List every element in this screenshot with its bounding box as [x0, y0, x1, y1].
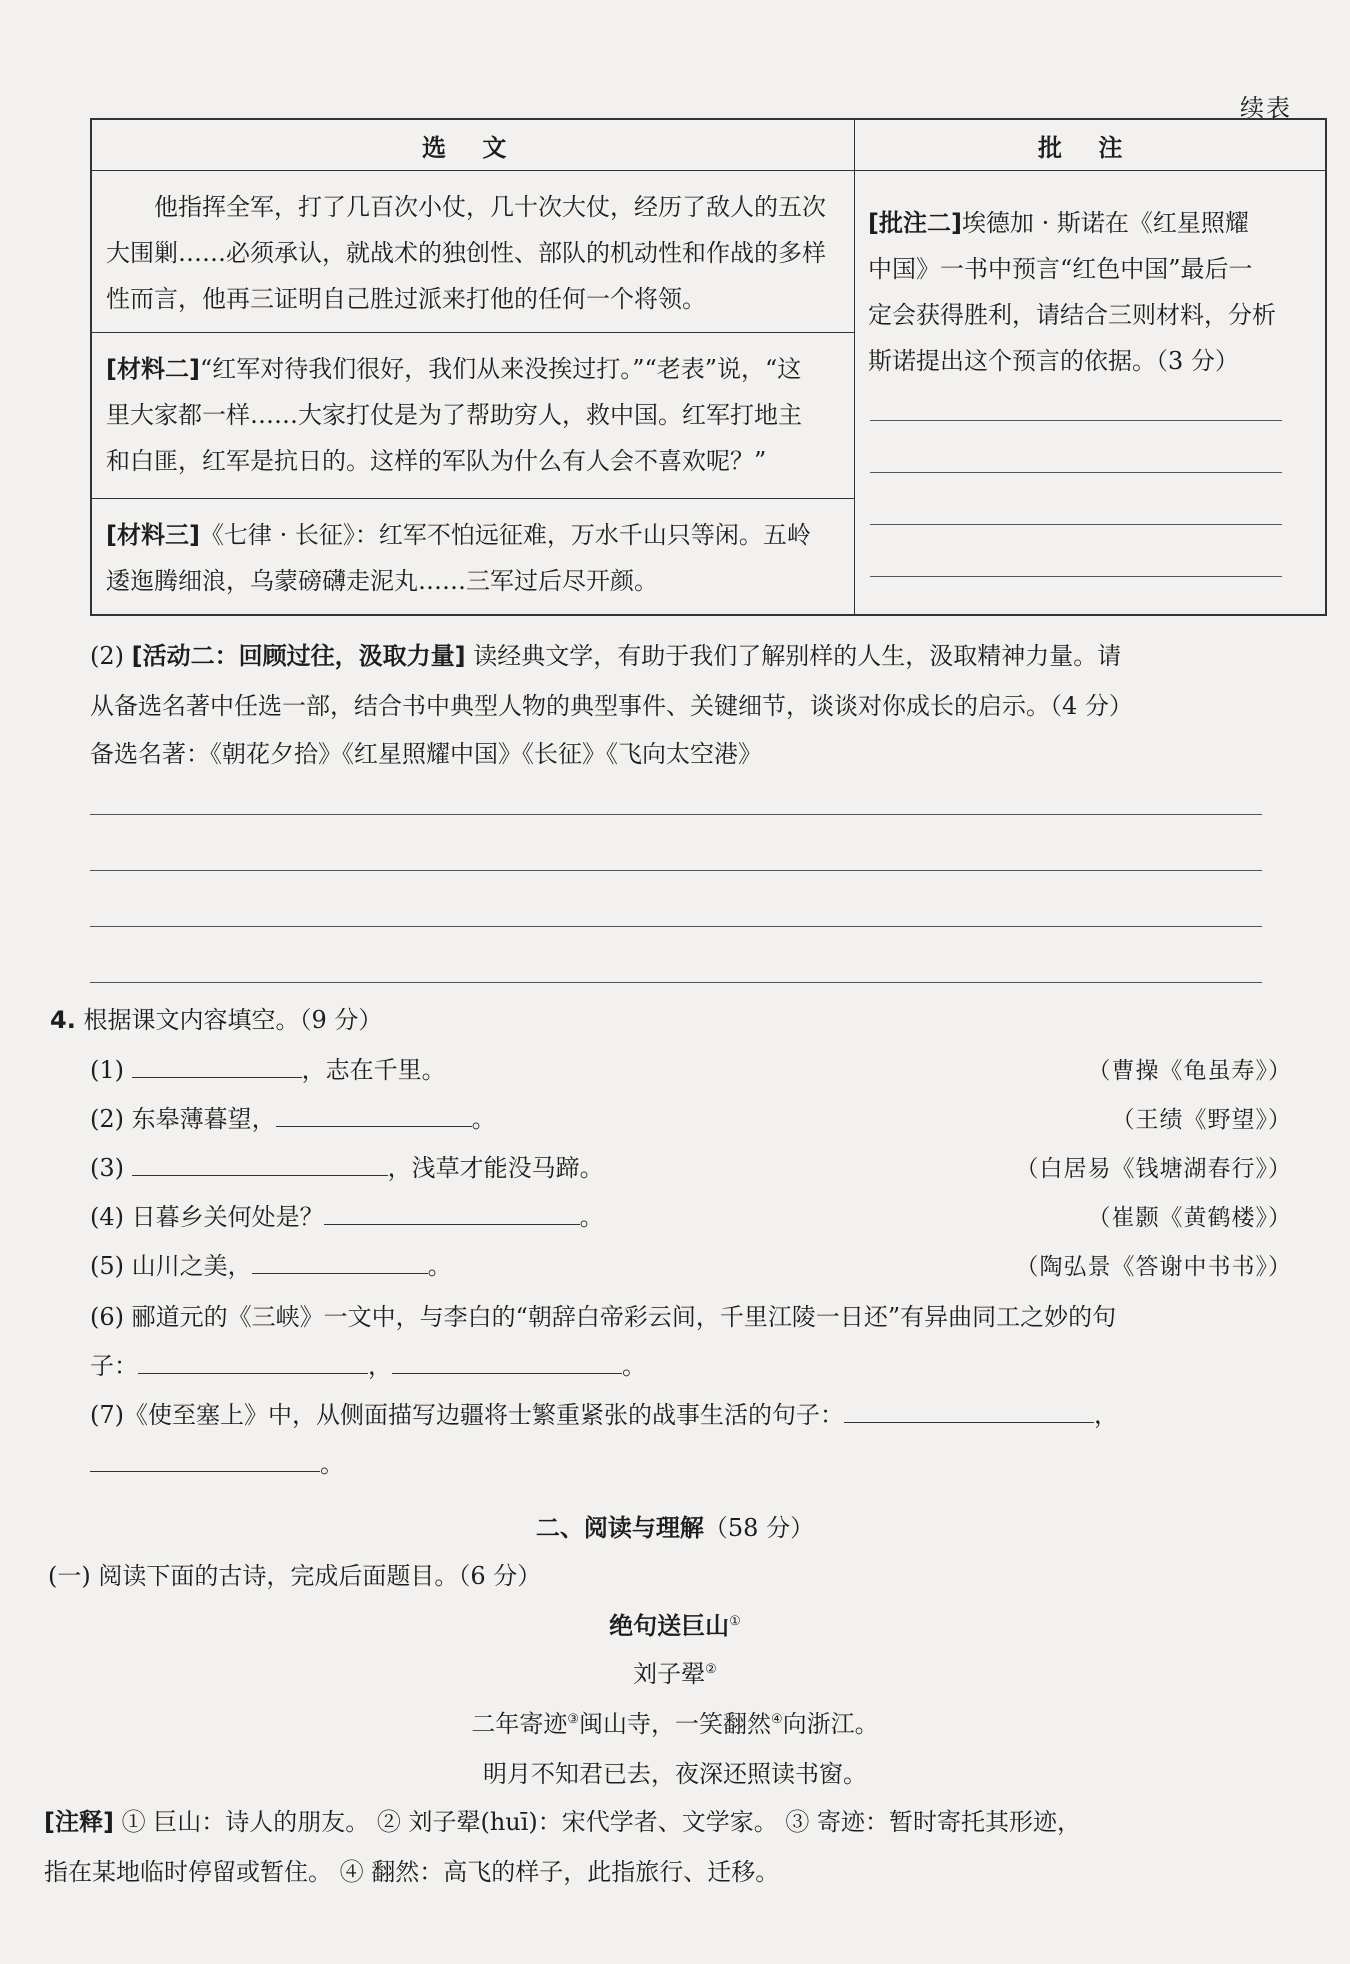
source-2: （王绩《野望》） [1111, 1107, 1292, 1133]
blank-field[interactable] [90, 1445, 320, 1472]
activity-2-line-3: 备选名著：《朝花夕拾》《红星照耀中国》《长征》《飞向太空港》 [90, 740, 762, 768]
blank-field[interactable] [132, 1149, 388, 1176]
passage-1: 他指挥全军，打了几百次小仗，几十次大仗，经历了敌人的五次 大围剿……必须承认，就战术的独创性、部队的机动性和作战的多样 性而言，他再三证明自己胜过派来打他的任何一个将领。 [106, 193, 826, 313]
note-answer-line[interactable] [870, 420, 1282, 421]
poem-author: 刘子翚② [633, 1660, 717, 1688]
blank-field[interactable] [138, 1347, 368, 1374]
activity-2-line-1: (2) [活动二：回顾过往，汲取力量] 读经典文学，有助于我们了解别样的人生，汲取精神力量。请 [90, 642, 1122, 670]
blank-field[interactable] [324, 1198, 580, 1225]
fill-item-7-cont: 。 [90, 1444, 344, 1479]
answer-line[interactable] [90, 926, 1262, 927]
material-3-tag: [材料三] [106, 521, 200, 549]
fill-item-1: (1) ，志在千里。 [90, 1050, 446, 1085]
fill-item-3: (3) ，浅草才能没马蹄。 [90, 1148, 604, 1183]
material-2-tag: [材料二] [106, 355, 200, 383]
source-5: （陶弘景《答谢中书书》） [1015, 1254, 1292, 1280]
activity-2-tag: [活动二：回顾过往，汲取力量] [131, 642, 466, 670]
column-header-text: 选 文 [422, 133, 521, 162]
note-2: [批注二]埃德加 · 斯诺在《红星照耀 中国》一书中预言“红色中国”最后一 定会获得胜利，请结合三则材料，分析 斯诺提出这个预言的依据。（3 分） [868, 209, 1276, 375]
table-header-line [92, 170, 1325, 171]
blank-field[interactable] [252, 1247, 428, 1274]
blank-field[interactable] [276, 1100, 472, 1127]
activity-2-line-2: 从备选名著中任选一部，结合书中典型人物的典型事件、关键细节，谈谈对你成长的启示。（4 分） [90, 692, 1133, 720]
poem-title: 绝句送巨山① [609, 1612, 741, 1640]
fill-item-2: (2) 东皋薄暮望， 。 [90, 1099, 496, 1134]
poem-notes-cont: 指在某地临时停留或暂住。 ④ 翻然：高飞的样子，此指旅行、迁移。 [44, 1858, 780, 1886]
fill-item-6-cont: 子： ， 。 [90, 1346, 646, 1381]
note-answer-line[interactable] [870, 524, 1282, 525]
answer-line[interactable] [90, 870, 1262, 871]
fill-item-5: (5) 山川之美， 。 [90, 1246, 452, 1281]
blank-field[interactable] [132, 1051, 302, 1078]
table-divider [854, 120, 855, 614]
poem-notes: [注释] ① 巨山：诗人的朋友。 ② 刘子翚(huī)：宋代学者、文学家。 ③ 寄迹：暂时寄托其形迹， [44, 1808, 1082, 1836]
note-answer-line[interactable] [870, 576, 1282, 577]
poem-line-1: 二年寄迹③闽山寺，一笑翻然④向浙江。 [471, 1710, 879, 1738]
source-4: （崔颢《黄鹤楼》） [1087, 1205, 1292, 1231]
note-answer-line[interactable] [870, 472, 1282, 473]
row-line [92, 332, 854, 333]
part-1-instruction: (一) 阅读下面的古诗，完成后面题目。（6 分） [48, 1562, 542, 1590]
continued-label: 续表 [1240, 94, 1292, 122]
source-3: （白居易《钱塘湖春行》） [1015, 1156, 1292, 1182]
poem-line-2: 明月不知君已去，夜深还照读书窗。 [483, 1760, 867, 1788]
column-header-note: 批 注 [1038, 133, 1137, 162]
answer-line[interactable] [90, 982, 1262, 983]
note-2-tag: [批注二] [868, 209, 962, 237]
row-line [92, 498, 854, 499]
answer-line[interactable] [90, 814, 1262, 815]
section-2-heading: 二、阅读与理解（58 分） [535, 1514, 815, 1542]
fill-item-7: (7)《使至塞上》中，从侧面描写边疆将士繁重紧张的战事生活的句子： ， [90, 1395, 1118, 1430]
annotation-table [90, 118, 1327, 616]
material-3: [材料三]《七律 · 长征》：红军不怕远征难，万水千山只等闲。五岭 逶迤腾细浪，乌蒙磅礴走泥丸……三军过后尽开颜。 [106, 521, 811, 595]
source-1: （曹操《龟虽寿》） [1087, 1058, 1292, 1084]
blank-field[interactable] [392, 1347, 622, 1374]
notes-tag: [注释] [44, 1808, 114, 1836]
material-2: [材料二]“红军对待我们很好，我们从来没挨过打。”“老表”说，“这 里大家都一样……大家打仗是为了帮助穷人，救中国。红军打地主 和白匪，红军是抗日的。这样的军队为什么有人会不喜欢呢？” [106, 355, 802, 475]
fill-item-6: (6) 郦道元的《三峡》一文中，与李白的“朝辞白帝彩云间，千里江陵一日还”有异曲同工之妙的句 [90, 1303, 1117, 1331]
fill-item-4: (4) 日暮乡关何处是？ 。 [90, 1197, 604, 1232]
question-4-title: 4. 根据课文内容填空。（9 分） [50, 1006, 383, 1034]
blank-field[interactable] [844, 1396, 1094, 1423]
